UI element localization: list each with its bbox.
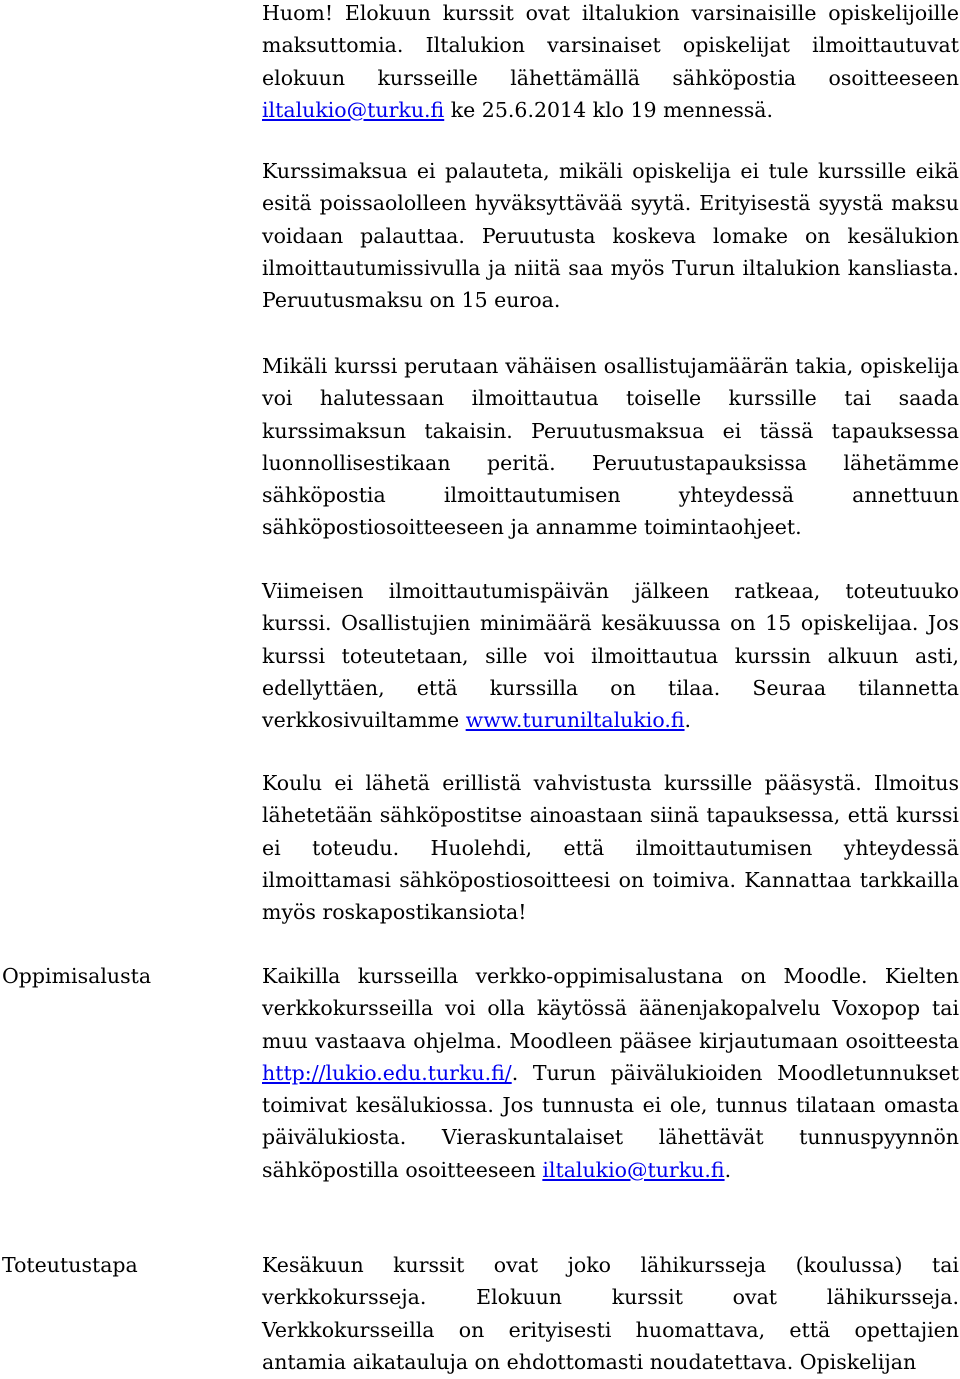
no-confirmation-paragraph [262,767,959,928]
cancellation-text: Mikäli kurssi perutaan vähäisen osallistujamäärän takia, opiskelija voi halutessaan ilmoittautua toiselle kurssille tai saada kurssimaksun takaisin. Peruutusmaksua ei tässä tapauksessa luonnollisestikaan peritä. Peruutustapauksissa lähetämme sähköpostia ilmoittautumisen yhteydessä annettuun sähköpostiosoitteeseen ja annamme toimintaohjeet. [262,354,959,540]
implementation-paragraph [262,1249,959,1378]
fee-refund-text: Kurssimaksua ei palauteta, mikäli opiskelija ei tule kurssille eikä esitä poissaololleen hyväksyttävää syytä. Erityisestä syystä maksu voidaan palauttaa. Peruutusta koskeva lomake on kesälukion ilmoittautumissivulla ja niitä saa myös Turun iltalukion kansliasta. Peruutusmaksu on 15 euroa. [262,159,959,313]
course-confirmation-text: Viimeisen ilmoittautumispäivän jälkeen ratkeaa, toteutuuko kurssi. Osallistujien minimäärä kesäkuussa on 15 opiskelijaa. Jos kurssi toteutetaan, sille voi ilmoittautua kurssin alkuun asti, edellyttäen, että kurssilla on tilaa. Seuraa tilannetta verkkosivuiltamme [262,579,959,733]
course-confirmation-paragraph [262,575,959,736]
notice-text-end: ke 25.6.2014 klo 19 mennessä. [444,97,773,122]
no-confirmation-text: Koulu ei lähetä erillistä vahvistusta kurssille pääsystä. Ilmoitus lähetetään sähköpostitse ainoastaan siinä tapauksessa, että kurssi ei toteudu. Huolehdi, että ilmoittautumisen yhteydessä ilmoittamasi sähköpostiosoitteesi on toimiva. Kannattaa tarkkailla myös roskapostikansiota! [262,771,959,925]
implementation-text: Kesäkuun kurssit ovat joko lähikursseja (koulussa) tai verkkokursseja. Elokuun kurssit ovat lähikursseja. Verkkokursseilla on erityisesti huomattava, että opettajien antamia aikatauluja on ehdottomasti noudatettava. Opiskelijan [262,1253,959,1374]
section-label-oppimisalusta: Oppimisalusta [2,964,152,988]
section-label-toteutustapa: Toteutustapa [2,1253,138,1277]
notice-paragraph-august-courses [262,0,959,126]
course-confirmation-end: . [684,708,692,733]
notice-text-start: Huom! Elokuun kurssit ovat iltalukion varsinaisille opiskelijoille maksuttomia. Iltalukion varsinaiset opiskelijat ilmoittautuvat elokuun kursseille lähettämällä sähköpostia osoitteeseen [262,1,959,90]
fee-refund-paragraph [262,155,959,316]
email-link-iltalukio-2[interactable]: iltalukio@turku.fi [542,1157,725,1182]
learning-platform-text-end: . [724,1157,732,1182]
learning-platform-paragraph [262,960,959,1186]
website-link[interactable]: www.turuniltalukio.fi [465,708,685,733]
learning-platform-text-middle: . Turun päivälukioiden Moodletunnukset toimivat kesälukiossa. Jos tunnusta ei ole, tunnus tilataan omasta päivälukiosta. Vieraskuntalaiset lähettävät tunnuspyynnön sähköpostilla osoitteeseen [262,1060,959,1182]
moodle-link[interactable]: http://lukio.edu.turku.fi/ [262,1060,512,1085]
cancellation-paragraph [262,350,959,544]
learning-platform-text-start: Kaikilla kursseilla verkko-oppimisalustana on Moodle. Kielten verkkokursseilla voi olla käytössä äänenjakopalvelu Voxopop tai muu vastaava ohjelma. Moodleen pääsee kirjautumaan osoitteesta [262,964,959,1053]
email-link-iltalukio[interactable]: iltalukio@turku.fi [262,97,445,122]
